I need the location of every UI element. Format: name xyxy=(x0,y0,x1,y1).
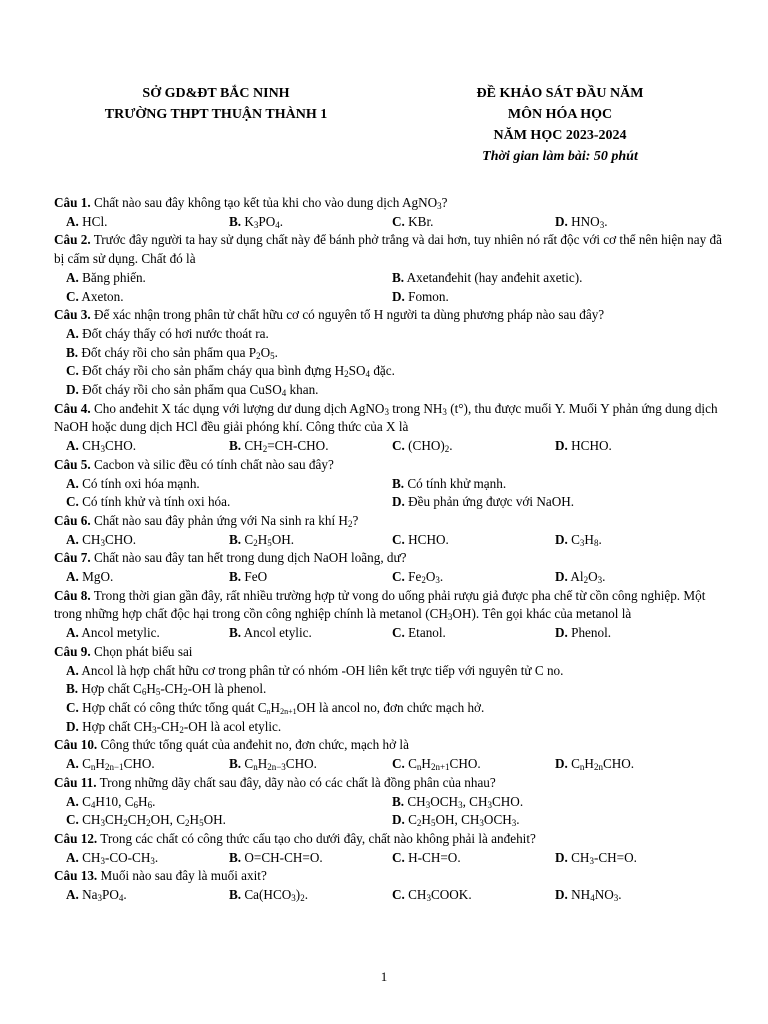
answer-option xyxy=(555,886,718,905)
option-text: $CH_3COOK$. xyxy=(404,887,472,904)
option-letter: B. xyxy=(229,849,242,865)
question-11 xyxy=(54,774,722,793)
answer-option xyxy=(66,568,229,587)
option-letter: B. xyxy=(229,213,242,229)
answer-option xyxy=(229,755,392,774)
option-text: $(CHO)_2$. xyxy=(404,438,453,455)
option-text: Hợp chất có công thức tổng quát $C_nH_{2n+1}OH$ là ancol no, đơn chức mạch hở. xyxy=(78,699,485,716)
answer-option xyxy=(66,213,229,232)
subject-name: MÔN HÓA HỌC xyxy=(507,107,613,122)
answer-option xyxy=(66,811,392,830)
option-text: Có tính khử mạnh. xyxy=(404,475,507,491)
answer-option xyxy=(229,213,392,232)
question-text: Để xác nhận trong phân tử chất hữu cơ có nguyên tố H người ta dùng phương pháp nào sau đây? xyxy=(90,307,605,323)
option-letter: C. xyxy=(392,625,405,641)
option-text: $CH_3-CO-CH_3$. xyxy=(78,849,159,866)
option-letter: D. xyxy=(555,625,568,641)
answer-option xyxy=(392,568,555,587)
question-label: Câu 2. xyxy=(54,232,91,248)
option-letter: D. xyxy=(392,812,405,828)
option-text: $Al_2O_3$. xyxy=(567,569,606,586)
answer-option xyxy=(555,531,718,550)
answer-option xyxy=(392,531,555,550)
answer-option xyxy=(66,699,722,718)
option-letter: B. xyxy=(66,344,79,360)
answer-option xyxy=(229,531,392,550)
answer-option xyxy=(66,718,722,737)
option-letter: D. xyxy=(555,569,568,585)
question-9 xyxy=(54,643,722,662)
answer-option xyxy=(66,886,229,905)
question-6 xyxy=(54,512,722,531)
option-text: HCHO. xyxy=(567,438,612,454)
question-text: Chất nào sau đây tan hết trong dung dịch NaOH loãng, dư? xyxy=(90,550,407,566)
option-letter: A. xyxy=(66,793,79,809)
answer-options xyxy=(54,886,722,905)
question-text: Trong những dãy chất sau đây, dãy nào có các chất là đồng phân của nhau? xyxy=(96,774,496,790)
answer-option xyxy=(392,793,718,812)
option-text: Phenol. xyxy=(567,625,612,641)
option-text: Etanol. xyxy=(404,625,446,641)
answer-options xyxy=(54,793,722,830)
answer-option xyxy=(66,344,722,363)
question-13 xyxy=(54,867,722,886)
question-7 xyxy=(54,549,722,568)
answer-option xyxy=(392,493,718,512)
option-letter: B. xyxy=(392,475,405,491)
question-text: Công thức tổng quát của anđehit no, đơn chức, mạch hở là xyxy=(97,737,409,753)
question-text: Cacbon và silic đều có tính chất nào sau đây? xyxy=(90,456,334,472)
option-letter: D. xyxy=(555,756,568,772)
option-text: Đốt cháy thấy có hơi nước thoát ra. xyxy=(78,325,269,341)
option-text: $C_2H_5OH$, $CH_3OCH_3$. xyxy=(404,812,520,829)
answer-option xyxy=(392,755,555,774)
answer-option xyxy=(66,381,722,400)
department-name: SỞ GD&ĐT BẮC NINH xyxy=(142,86,290,101)
option-text: $CH_3OCH_3$, $CH_3CHO$. xyxy=(404,793,524,810)
answer-option xyxy=(66,493,392,512)
option-text: $Na_3PO_4$. xyxy=(78,887,127,904)
option-letter: D. xyxy=(555,849,568,865)
option-text: HCHO. xyxy=(404,531,449,547)
option-text: KBr. xyxy=(404,213,434,229)
question-label: Câu 1. xyxy=(54,195,91,210)
answer-options xyxy=(54,531,722,550)
option-text: $C_3H_8$. xyxy=(567,531,602,548)
answer-option xyxy=(392,269,718,288)
school-header xyxy=(96,83,336,125)
option-letter: B. xyxy=(392,793,405,809)
option-letter: A. xyxy=(66,269,79,285)
option-letter: B. xyxy=(392,269,405,285)
question-label: Câu 12. xyxy=(54,830,98,846)
question-label: Câu 8. xyxy=(54,587,91,603)
option-letter: B. xyxy=(229,531,242,547)
answer-option xyxy=(66,362,722,381)
option-text: $Fe_2O_3$. xyxy=(404,569,444,586)
option-letter: C. xyxy=(392,569,405,585)
answer-option xyxy=(229,568,392,587)
answer-option xyxy=(392,213,555,232)
question-label: Câu 7. xyxy=(54,550,91,566)
question-label: Câu 6. xyxy=(54,512,91,528)
question-3 xyxy=(54,306,722,325)
option-text: MgO. xyxy=(78,569,114,585)
answer-option xyxy=(66,531,229,550)
option-text: $HNO_3$. xyxy=(567,213,608,230)
question-5 xyxy=(54,456,722,475)
question-12 xyxy=(54,830,722,849)
answer-options xyxy=(54,475,722,512)
answer-option xyxy=(66,325,722,344)
option-text: Đốt cháy rồi cho sản phẩm qua $P_2O_5$. xyxy=(78,344,278,361)
option-text: Ancol metylic. xyxy=(78,625,160,641)
option-text: $C_4H10$, $C_6H_6$. xyxy=(78,793,156,810)
option-letter: A. xyxy=(66,756,79,772)
answer-options xyxy=(54,662,722,737)
option-text: $CH_3CHO$. xyxy=(78,531,137,548)
answer-option xyxy=(392,624,555,643)
question-text: Cho anđehit X tác dụng với lượng dư dung dịch AgNO$_3$ trong $NH_3$ (t°), thu được muối Y. Muối Y phản ứng dung dịch NaOH hoặc dung dịch HCl đều giải phóng khí. Công thức của X là xyxy=(54,400,718,435)
question-2 xyxy=(54,231,722,268)
answer-option xyxy=(555,568,718,587)
question-10 xyxy=(54,736,722,755)
option-text: Đốt cháy rồi cho sản phẩm cháy qua bình đựng $H_2SO_4$ đặc. xyxy=(78,363,395,380)
option-letter: D. xyxy=(555,438,568,454)
option-letter: D. xyxy=(66,382,79,398)
question-1 xyxy=(54,194,722,213)
option-letter: C. xyxy=(66,363,79,379)
option-letter: C. xyxy=(392,213,405,229)
option-text: $NH_4NO_3$. xyxy=(567,887,622,904)
answer-options xyxy=(54,755,722,774)
option-letter: B. xyxy=(229,438,242,454)
page-number: 1 xyxy=(380,969,388,984)
option-text: FeO xyxy=(241,569,268,585)
option-text: O=CH-CH=O. xyxy=(241,849,323,865)
answer-option xyxy=(392,811,718,830)
option-letter: A. xyxy=(66,325,79,341)
answer-options xyxy=(54,624,722,643)
question-label: Câu 10. xyxy=(54,737,98,753)
option-text: $C_nH_{2n}CHO$. xyxy=(567,756,635,773)
option-letter: B. xyxy=(229,569,242,585)
answer-option xyxy=(229,437,392,456)
option-letter: C. xyxy=(66,812,79,828)
option-text: $C_nH_{2n-1}CHO$. xyxy=(78,756,155,773)
question-8 xyxy=(54,587,722,624)
option-text: $Ca(HCO_3)_2$. xyxy=(241,887,308,904)
option-letter: C. xyxy=(392,531,405,547)
option-text: Có tính khử và tính oxi hóa. xyxy=(78,494,231,510)
option-text: Có tính oxi hóa mạnh. xyxy=(78,475,200,491)
option-letter: A. xyxy=(66,531,79,547)
answer-options xyxy=(54,213,722,232)
question-text: Chất nào sau đây phản ứng với Na sinh ra khí $H_2$? xyxy=(90,512,359,529)
answer-option xyxy=(392,288,718,307)
exam-header xyxy=(440,83,680,167)
answer-option xyxy=(66,662,722,681)
option-text: H-CH=O. xyxy=(404,849,461,865)
option-text: Fomon. xyxy=(404,288,449,304)
option-letter: D. xyxy=(555,531,568,547)
answer-option xyxy=(66,755,229,774)
answer-option xyxy=(66,475,392,494)
option-text: Đốt cháy rồi cho sản phẩm qua CuSO$_4$ khan. xyxy=(78,382,319,399)
option-letter: D. xyxy=(555,887,568,903)
question-text: Chất nào sau đây không tạo kết tủa khi cho vào dung dịch AgNO$_3$? xyxy=(90,195,448,211)
answer-options xyxy=(54,437,722,456)
question-list xyxy=(54,194,722,905)
option-letter: C. xyxy=(392,849,405,865)
answer-option xyxy=(555,849,718,868)
option-letter: C. xyxy=(66,288,79,304)
option-letter: B. xyxy=(229,625,242,641)
answer-option xyxy=(392,475,718,494)
option-letter: C. xyxy=(392,438,405,454)
option-text: Ancol là hợp chất hữu cơ trong phân tử có nhóm -OH liên kết trực tiếp với nguyên tử C no. xyxy=(78,662,564,678)
answer-option xyxy=(66,849,229,868)
option-text: $K_3PO_4$. xyxy=(241,213,284,230)
option-letter: D. xyxy=(555,213,568,229)
option-letter: A. xyxy=(66,438,79,454)
exam-duration: Thời gian làm bài: 50 phút xyxy=(482,149,638,164)
answer-option xyxy=(555,437,718,456)
option-text: Axetanđehit (hay anđehit axetic). xyxy=(404,269,583,285)
option-letter: A. xyxy=(66,887,79,903)
option-text: $CH_3CH_2CH_2OH$, $C_2H_5OH$. xyxy=(78,812,226,829)
option-letter: C. xyxy=(66,494,79,510)
option-letter: A. xyxy=(66,662,79,678)
option-letter: A. xyxy=(66,625,79,641)
option-text: $CH_3-CH=O$. xyxy=(567,849,637,866)
option-letter: B. xyxy=(229,756,242,772)
answer-option xyxy=(392,849,555,868)
question-text: Trước đây người ta hay sử dụng chất này để bánh phở trắng và dai hơn, tuy nhiên nó rất độc với cơ thể nên hiện nay đã bị cấm sử dụng. Chất đó là xyxy=(54,232,722,267)
question-label: Câu 4. xyxy=(54,400,91,416)
question-label: Câu 13. xyxy=(54,868,98,884)
question-label: Câu 3. xyxy=(54,307,91,323)
question-label: Câu 11. xyxy=(54,774,97,790)
answer-option xyxy=(66,288,392,307)
answer-option xyxy=(555,213,718,232)
option-text: $CH_2=CH$-CHO. xyxy=(241,438,329,455)
option-text: Hợp chất $CH_3-CH_2-OH$ là acol etylic. xyxy=(78,718,282,735)
option-text: Ancol etylic. xyxy=(241,625,312,641)
option-letter: C. xyxy=(66,699,79,715)
answer-option xyxy=(66,437,229,456)
answer-options xyxy=(54,325,722,400)
question-label: Câu 5. xyxy=(54,456,91,472)
question-text: Chọn phát biểu sai xyxy=(90,643,193,659)
answer-option xyxy=(392,437,555,456)
answer-option xyxy=(66,624,229,643)
option-text: Đều phản ứng được với NaOH. xyxy=(404,494,575,510)
option-text: $C_nH_{2n-3}CHO$. xyxy=(241,756,317,773)
answer-options xyxy=(54,269,722,306)
option-text: $CH_3CHO$. xyxy=(78,438,137,455)
option-letter: C. xyxy=(392,756,405,772)
option-text: HCl. xyxy=(78,213,108,229)
option-text: Axeton. xyxy=(78,288,124,304)
question-4 xyxy=(54,400,722,437)
answer-option xyxy=(555,624,718,643)
answer-options xyxy=(54,568,722,587)
answer-option xyxy=(229,849,392,868)
question-text: Trong các chất có công thức cấu tạo cho dưới đây, chất nào không phải là anđehit? xyxy=(97,830,536,846)
option-letter: A. xyxy=(66,475,79,491)
option-letter: D. xyxy=(66,718,79,734)
option-text: Hợp chất $C_6H_5-CH_2-OH$ là phenol. xyxy=(78,681,267,698)
question-label: Câu 9. xyxy=(54,643,91,659)
option-letter: A. xyxy=(66,849,79,865)
option-letter: D. xyxy=(392,288,405,304)
option-letter: A. xyxy=(66,213,79,229)
school-year: NĂM HỌC 2023-2024 xyxy=(493,128,627,143)
option-text: $C_nH_{2n+1}CHO$. xyxy=(404,756,481,773)
answer-option xyxy=(229,886,392,905)
answer-options xyxy=(54,849,722,868)
answer-option xyxy=(66,269,392,288)
option-letter: C. xyxy=(392,887,405,903)
answer-option xyxy=(229,624,392,643)
answer-option xyxy=(555,755,718,774)
answer-option xyxy=(66,793,392,812)
answer-option xyxy=(66,680,722,699)
exam-title: ĐỀ KHẢO SÁT ĐẦU NĂM xyxy=(476,86,644,101)
option-letter: B. xyxy=(66,681,79,697)
question-text: Muối nào sau đây là muối axit? xyxy=(97,868,267,884)
option-letter: B. xyxy=(229,887,242,903)
option-letter: A. xyxy=(66,569,79,585)
school-name: TRƯỜNG THPT THUẬN THÀNH 1 xyxy=(104,107,328,122)
option-text: $C_2H_5OH$. xyxy=(241,531,295,548)
option-text: Băng phiến. xyxy=(78,269,146,285)
question-text: Trong thời gian gần đây, rất nhiều trường hợp tử vong do uống phải rượu giả được pha chế từ cồn công nghiệp. Một trong những hợp chất độc hại trong cồn công nghiệp chính là metanol $(CH_3OH)$. Tên gọi khác của metanol là xyxy=(54,587,706,623)
answer-option xyxy=(392,886,555,905)
option-letter: D. xyxy=(392,494,405,510)
